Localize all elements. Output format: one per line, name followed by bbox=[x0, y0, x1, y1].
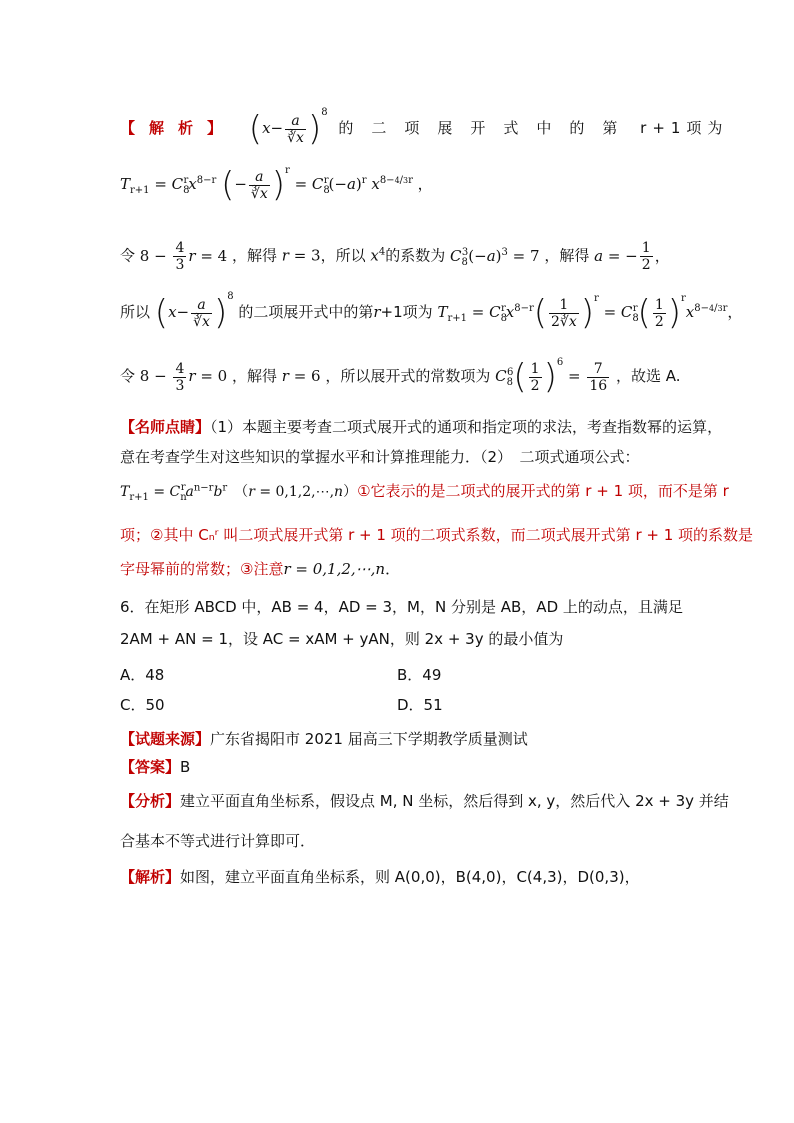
step2-formula: $T_{r+1} = C_8^rx^{8-r}$( $\frac{1}{2∛x}$ )$^r = C_8^r$( $\frac{1}{2}$ )$^rx^{8-4/3r}$， bbox=[437, 293, 743, 333]
question-line-2 bbox=[120, 628, 674, 650]
tip-line-2 bbox=[120, 446, 674, 468]
step1-mid: ，解得 bbox=[231, 246, 277, 265]
tip-label: 【名师点睛】 bbox=[120, 418, 211, 436]
analysis2-label: 【分析】 bbox=[120, 792, 181, 810]
tip-line-3 bbox=[120, 480, 729, 503]
step1-r: r bbox=[281, 246, 289, 265]
option-c[interactable]: C．50 bbox=[120, 696, 165, 714]
general-term-formula: $T_{r+1} = C_8^rx^{8-r}$ (− $\frac{a}{∛x}$ )$^r = C_8^r(-a)^r$ $x^{8-4/3r}$ ， bbox=[120, 165, 433, 205]
analysis2-line-2 bbox=[120, 830, 674, 852]
step3-tail: ，故选 A. bbox=[615, 367, 681, 385]
option-b[interactable]: B．49 bbox=[397, 666, 442, 684]
analysis-line-1 bbox=[120, 107, 729, 152]
analysis2-text-2: 合基本不等式进行计算即可． bbox=[120, 832, 316, 850]
tip-red-3-math: r = 0,1,2,⋯,n bbox=[283, 560, 386, 578]
tip-red-1: ①它表示的是二项式的展开式的第 r + 1 项，而不是第 r bbox=[357, 482, 729, 500]
solution-line bbox=[120, 866, 674, 888]
step1-tail: ，解得 bbox=[544, 246, 590, 265]
question-text-2: 2AM + AN = 1，设 AC = xAM + yAN，则 2x + 3y 的最小值为 bbox=[120, 630, 564, 648]
solution-label: 【解析】 bbox=[120, 868, 181, 886]
analysis-step-1: 令 8 − $\frac{4}{3}$ r = 4 ，解得 r = 3，所以 $x^4$的系数为 $C_8^3(-a)^3 = 7$ ，解得 a = − $\frac{1}{2}$ ， bbox=[120, 240, 670, 273]
step3-equation: 8 − $\frac{4}{3}$ r = 0 bbox=[139, 360, 228, 394]
analysis-formula-line bbox=[120, 165, 674, 208]
tip-formula: $T_{r+1} = C_n^ra^{n-r}b^r$ （r = 0,1,2,⋯,n） bbox=[120, 482, 358, 503]
step3-prefix: 令 bbox=[120, 367, 136, 385]
question-number: 6． bbox=[120, 598, 145, 616]
option-d[interactable]: D．51 bbox=[397, 696, 443, 714]
answer-label: 【答案】 bbox=[120, 758, 181, 776]
step1-a: a = − $\frac{1}{2}$ ， bbox=[594, 240, 670, 273]
analysis-step-3: 令 8 − $\frac{4}{3}$ r = 0 ，解得 r = 6 ，所以展开式的常数项为 $C_8^6$( $\frac{1}{2}$ )$^6$ = $\frac{7}{16}$ ，故选 A. bbox=[120, 357, 681, 397]
tip-red-2: 项；②其中 Cₙʳ 叫二项式展开式第 r + 1 项的二项式系数，而二项式展开式第 r + 1 项的系数是 bbox=[120, 526, 754, 544]
step3-value: $C_8^6$( $\frac{1}{2}$ )$^6$ = $\frac{7}{16}$ bbox=[495, 357, 608, 397]
step2-prefix: 所以 bbox=[120, 303, 151, 321]
analysis2-text-1: 建立平面直角坐标系，假设点 M, N 坐标，然后得到 x, y，然后代入 2x + 3y 并结 bbox=[180, 792, 729, 810]
step1-prefix: 令 bbox=[120, 246, 136, 265]
step2-binomial: (x− $\frac{a}{∛x}$ )$^8$ bbox=[154, 291, 234, 333]
tip-red-3-tail: ． bbox=[385, 560, 401, 578]
question-text-1: 在矩形 ABCD 中，AB = 4，AD = 3，M，N 分别是 AB，AD 上的动点，且满足 bbox=[144, 598, 683, 616]
answer-text: B bbox=[180, 758, 191, 776]
answer-line bbox=[120, 756, 674, 778]
analysis-step-2: 所以 (x− $\frac{a}{∛x}$ )$^8$ 的二项展开式中的第r+1项为 $T_{r+1} = C_8^rx^{8-r}$( $\frac{1}{2∛x}$ )$^r = C_8^r$( $\frac{1}{2}$ )$^rx^{8-4/3r}$， bbox=[120, 291, 743, 333]
analysis-term: r+1项为 bbox=[640, 119, 729, 137]
source-text: 广东省揭阳市 2021 届高三下学期教学质量测试 bbox=[210, 730, 528, 748]
tip-line-5 bbox=[120, 558, 674, 580]
tip-text-1: （1）本题主要考查二项式展开式的通项和指定项的求法，考查指数幂的运算， bbox=[210, 418, 723, 436]
analysis-intro: 的二项展开式中的第 bbox=[338, 119, 636, 137]
tip-line-4 bbox=[120, 524, 754, 546]
source-line bbox=[120, 728, 674, 750]
tip-line-1 bbox=[120, 416, 723, 438]
step1-equation: 8 − $\frac{4}{3}$ r = 4 bbox=[139, 240, 228, 273]
question-line-1 bbox=[120, 596, 683, 618]
analysis-label: 【解析】 bbox=[120, 119, 237, 137]
source-label: 【试题来源】 bbox=[120, 730, 211, 748]
binomial-expression: (x− $\frac{a}{∛x}$ )$^8$ bbox=[248, 107, 328, 149]
tip-text-2: 意在考查学生对这些知识的掌握水平和计算推理能力．（2） 二项式通项公式： bbox=[120, 448, 640, 466]
step3-mid2: ，所以展开式的常数项为 bbox=[325, 367, 491, 385]
solution-text: 如图，建立平面直角坐标系，则 A(0,0)，B(4,0)，C(4,3)，D(0,3)， bbox=[180, 868, 640, 886]
analysis2-line-1 bbox=[120, 790, 729, 812]
option-a[interactable]: A．48 bbox=[120, 666, 165, 684]
step3-mid: ，解得 bbox=[231, 367, 277, 385]
step1-coef: $C_8^3(-a)^3 = 7$ bbox=[450, 246, 540, 268]
step2-mid: 的二项展开式中的第 bbox=[238, 303, 374, 321]
tip-red-3: 字母幂前的常数；③注意 bbox=[120, 560, 284, 578]
